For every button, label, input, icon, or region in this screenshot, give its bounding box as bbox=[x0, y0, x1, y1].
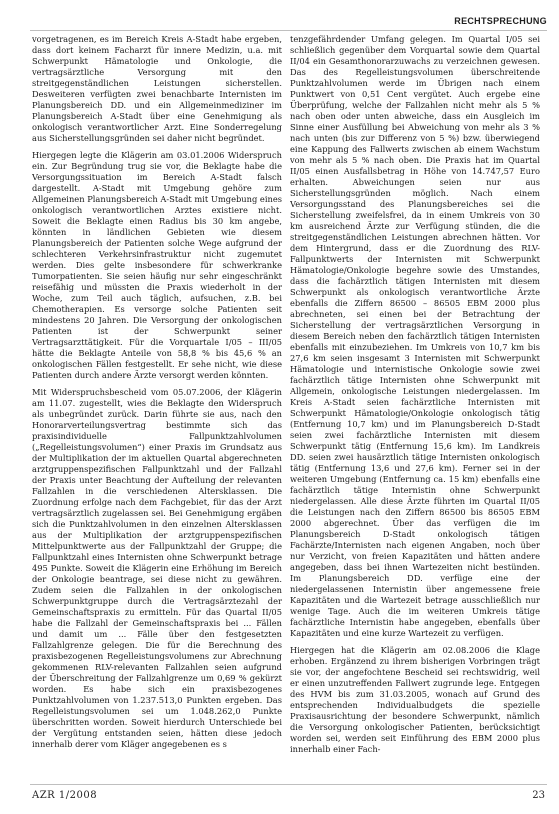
section-header: RECHTSPRECHUNG bbox=[454, 16, 547, 26]
right-column bbox=[290, 34, 540, 774]
paragraph: Hiergegen hat die Klägerin am 02.08.2006 die Klage erhoben. Ergänzend zu ihrem bisherigen Vorbringen trägt sie vor, der angefochtene Bescheid sei rechtswidrig, weil er einen unzutreffenden Fallwert zugrunde lege. Entgegen des HVM bis zum 31.03.2005, wonach auf Grund des entsprechenden Individualbudgets die spezielle Praxisausrichtung der besondere Schwerpunkt, nämlich die Versorgung onkologischer Patienten, berücksichtigt worden sei, werden seit Einführung des EBM 2000 plus innerhalb einer Fach- bbox=[290, 645, 540, 754]
header-divider bbox=[30, 30, 547, 31]
journal-issue: AZR 1/2008 bbox=[32, 790, 98, 801]
paragraph: vorgetragenen, es im Bereich Kreis A-Stadt habe ergeben, dass dort keinem Facharzt für innere Medizin, u.a. mit Schwerpunkt Hämatologie und Onkologie, die vertragsärztliche Versorgung mit den streitgegenständlichen Leistungen sicherstellen. Desweiteren verfügten zwei benachbarte Internisten im Planungsbereich DD. und ein Allgemeinmediziner im Planungsbereich A-Stadt über eine Genehmigung als onkologisch verantwortlicher Arzt. Eine Sonderregelung aus Sicherstellungsgründen sei daher nicht begründet. bbox=[32, 34, 282, 143]
footer-divider bbox=[30, 784, 547, 785]
page-number: 23 bbox=[532, 790, 545, 801]
left-column bbox=[32, 34, 282, 774]
paragraph: tenzgefährdender Umfang gelegen. Im Quartal I/05 sei schließlich gegenüber dem Vorquartal sowie dem Quartal II/04 ein Gesamthonorarzuwachs zu verzeichnen gewesen. Das des Regelleistungsvolumen überschreitende Punktzahlvolumen werde im Übrigen nach einem Punktwert von 0,51 Cent vergütet. Auch ergebe eine Überprüfung, welche der Fallzahlen nicht mehr als 5 % nach oben oder unten abweiche, dass ein Ausgleich im Sinne einer Ausfüllung bei Abweichung von mehr als 3 % nach unten (bis zur Differenz von 5 %) bzw. überwiegend eine Kappung des Fallwerts zwischen ab einem Wachstum von mehr als 5 % nach oben. Die Praxis hat im Quartal II/05 einen Ausfallsbetrag in Höhe von 14.747,57 Euro erhalten. Abweichungen seien nur aus Sicherstellungsgründen möglich. Nach einem Versorgungsstand des Planungsbereiches sei die Sicherstellung zweifelsfrei, da in einem Umkreis von 30 km ausreichend Ärzte zur Verfügung stünden, die die streitgegenständlichen Leistungen abrechnen hätten. Vor dem Hintergrund, dass er die Zuordnung des RLV-Fallpunktwerts der Internisten mit Schwerpunkt Hämatologie/Onkologie begehre sowie des Umstandes, dass die fachärztlich tätigen Internisten mit diesem Schwerpunkt als onkologisch verantwortliche Ärzte ebenfalls die Ziffern 86500 – 86505 EBM 2000 plus abrechneten, sei einen bei der Betrachtung der Sicherstellung der vertragsärztlichen Versorgung in diesem Bereich neben den fachärztlich tätigen Internisten ebenfalls mit einzubeziehen. Im Umkreis von 10,7 km bis 27,6 km seien insgesamt 3 Internisten mit Schwerpunkt Hämatologie und internistische Onkologie sowie zwei fachärztlich tätige Internisten ohne Schwerpunkt mit Allgemein, onkologische Leistungen niedergelassen. Im Kreis A-Stadt seien fachärztliche Internisten mit Schwerpunkt Hämatologie/Onkologie onkologisch tätig (Entfernung 10,7 km) und im Planungsbereich D-Stadt seien zwei fachärztliche Internisten mit diesem Schwerpunkt tätig (Entfernung 15,6 km). Im Landkreis DD. seien zwei hausärztlich tätige Internisten onkologisch tätig (Entfernung 13,6 und 27,6 km). Ferner sei in der weiteren Umgebung (Entfernung ca. 15 km) ebenfalls eine fachärztlich tätige Internistin ohne Schwerpunkt niedergelassen. Alle diese Ärzte führten im Quartal II/05 die Leistungen nach den Ziffern 86500 bis 86505 EBM 2000 abgerechnet. Über das verfügen die im Planungsbereich D-Stadt onkologisch tätigen Fachärzte/Internisten nach eigenen Angaben, noch über nur Verzicht, von freien Kapazitäten und hätten andere angegeben, dass bei ihnen Wartezeiten nicht bestünden. Im Planungsbereich DD. verfüge eine der niedergelassenen Internistin über angemessene freie Kapazitäten und die Wartezeit betrage ausschließlich nur wenige Tage. Auch die im weiteren Umkreis tätige fachärztliche Internistin habe angegeben, ebenfalls über Kapazitäten und eine kurze Wartezeit zu verfügen. bbox=[290, 34, 540, 638]
paragraph: Mit Widerspruchsbescheid vom 05.07.2006, der Klägerin am 11.07. zugestellt, wies die Beklagte den Widerspruch als unbegründet zurück. Darin führte sie aus, nach den Honorarverteilungsvertrag bestimmte sich das praxisindividuelle Fallpunktzahlvolumen („Regelleistungsvolumen“) einer Praxis im Grundsatz aus der Multiplikation der im aktuellen Quartal abgerechneten arztgruppenspezifischen Fallpunktzahl und der Fallzahl der Praxis unter Beachtung der Aufteilung der relevanten Fallzahlen in die verschiedenen Altersklassen. Die Zuordnung erfolge nach dem Fachgebiet, für das der Arzt vertragsärztlich zugelassen sei. Bei Genehmigung ergäben sich die Punktzahlvolumen in den einzelnen Altersklassen aus der Multiplikation der arztgruppenspezifischen Mittelpunktwerte aus der Fallpunktzahl der Gruppe; die Fallpunktzahl eines Internisten ohne Schwerpunkt betrage 495 Punkte. Soweit die Klägerin eine Erhöhung im Bereich der Onkologie beantrage, sei diese nicht zu gewähren. Zudem seien die Fallzahlen in der onkologischen Schwerpunktgruppe durch die Vertragsärztezahl der Gemeinschaftspraxis zu ermitteln. Für das Quartal II/05 habe die Fallzahl der Gemeinschaftspraxis bei ... Fällen und damit um ... Fälle über den festgesetzten Fallzahlgrenze gelegen. Die für die Berechnung des praxisbezogenen Regelleistungsvolumens zur Abrechnung gekommenen RLV-relevanten Fallzahlen seien aufgrund der Überschreitung der Fallzahlgrenze um 0,69 % gekürzt worden. Es habe sich ein praxisbezogenes Punktzahlvolumen von 1.237.513,0 Punkten ergeben. Das Regelleistungsvolumen sei um 1.048.262,0 Punkte überschritten worden. Soweit hierdurch Unterschiede bei der Vergütung entstanden seien, hätten diese jedoch innerhalb derer vom Kläger angegebenen es s bbox=[32, 387, 282, 749]
paragraph: Hiergegen legte die Klägerin am 03.01.2006 Widerspruch ein. Zur Begründung trug sie vor, die Beklagte habe die Versorgungssituation im Bereich A-Stadt falsch dargestellt. A-Stadt mit Umgebung gehöre zum Allgemeinen Planungsbereich A-Stadt mit Umgebung eines onkologisch verantwortlichen Arztes existiere nicht. Soweit die Beklagte einen Radius bis 30 km angebe, könnten in ländlichen Gebieten wie diesem Planungsbereich der Patienten solche Wege aufgrund der schlechteren Verkehrsinfrastruktur nicht zugemutet werden. Dies gelte insbesondere für schwerkranke Tumorpatienten. Sie seien häufig nur sehr eingeschränkt reisefähig und müssten die Praxis wiederholt in der Woche, zum Teil auch täglich, aufsuchen, z.B. bei Chemotherapien. Es versorge solche Patienten seit mindestens 20 Jahren. Die Versorgung der onkologischen Patienten ist der Schwerpunkt seiner Vertragsarzttätigkeit. Für die Vorquartale I/05 – III/05 hätte die Beklagte Anteile von 58,8 % bis 45,6 % an onkologischen Fällen festgestellt. Er sehe nicht, wie diese Patienten durch andere Ärzte versorgt werden könnten. bbox=[32, 150, 282, 380]
